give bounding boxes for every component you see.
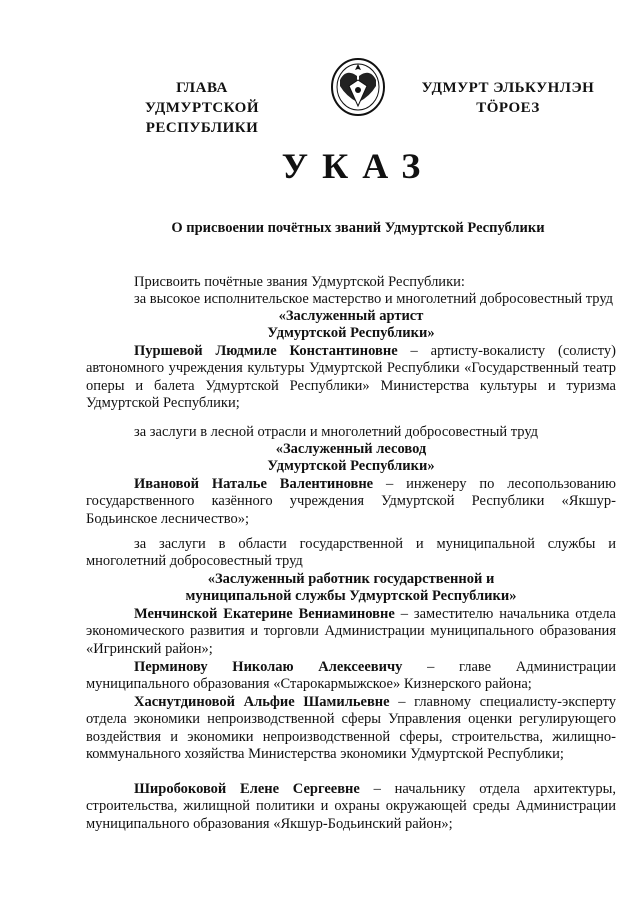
awardee-description: – инженеру по лесопользованию государственного казённого учреждения Удмуртской Республики «Якшур-Бодьинское лесничество»;	[86, 476, 616, 527]
awardee-description: – главе Администрации муниципального образования «Старокармыжское» Кизнерского района;	[86, 659, 616, 693]
intro-text: Присвоить почётные звания Удмуртской Республики:	[134, 274, 465, 290]
honor-title-line1: «Заслуженный работник государственной и	[207, 571, 495, 587]
awardee-name: Широбоковой Елене Сергеевне	[134, 781, 360, 797]
awardee-paragraph	[86, 476, 616, 528]
section-reason: за высокое исполнительское мастерство и многолетний добросовестный труд	[134, 291, 614, 307]
honor-title	[86, 441, 616, 476]
coat-of-arms-udmurtia-icon	[326, 56, 390, 118]
awardee-paragraph	[86, 606, 616, 658]
awardee-paragraph	[86, 659, 616, 694]
honor-title-line1: «Заслуженный артист	[278, 308, 424, 324]
honor-title-line2: Удмуртской Республики»	[267, 458, 435, 475]
issuer-title-line2: УДМУРТСКОЙ РЕСПУБЛИКИ	[145, 100, 259, 136]
honor-title	[86, 571, 616, 606]
section-reason: за заслуги в области государственной и муниципальной службы и многолетний добросовестный труд	[86, 536, 616, 570]
issuer-title-udmurt	[408, 78, 608, 118]
awardee-description: – заместителю начальника отдела экономического развития и торговли Администрации муниципального образования «Игринский район»;	[86, 606, 616, 657]
issuer-title-udmurt-line2: ТӦРОЕЗ	[476, 100, 540, 116]
honor-title-line2: муниципальной службы Удмуртской Республики»	[185, 588, 517, 605]
awardee-paragraph	[86, 781, 616, 833]
awardee-description: – начальнику отдела архитектуры, строительства, жилищной политики и охраны окружающей среды Администрации муниципального образования «Якшур-Бодьинский район»;	[86, 781, 617, 832]
issuer-title-line1: ГЛАВА	[176, 80, 228, 96]
awardee-paragraph	[86, 694, 616, 764]
issuer-title-udmurt-line1: УДМУРТ ЭЛЬКУНЛЭН	[421, 80, 595, 96]
awardee-paragraph	[86, 343, 616, 413]
honor-title-line1: «Заслуженный лесовод	[275, 441, 427, 457]
honor-title	[86, 308, 616, 343]
document-title: УКАЗ	[281, 146, 435, 186]
awardee-name: Пуршевой Людмиле Константиновне	[134, 343, 398, 359]
honor-title-line2: Удмуртской Республики»	[267, 325, 435, 342]
section-reason: за заслуги в лесной отрасли и многолетний добросовестный труд	[134, 424, 539, 440]
awardee-description: – артисту-вокалисту (солисту) автономного учреждения культуры Удмуртской Республики «Государственный театр оперы и балета Удмуртской Республики» Министерства культуры и туризма Удмуртской Республики;	[86, 343, 616, 412]
awardee-name: Перминову Николаю Алексеевичу	[134, 659, 403, 675]
awardee-description: – главному специалисту-эксперту отдела экономики непроизводственной сферы Управления оценки регулирующего воздействия и экономики непроизводственной сферы, строительства, жилищно-коммунального хозяйства Министерства экономики Удмуртской Республики;	[86, 694, 616, 763]
issuer-title-russian	[88, 78, 316, 138]
document-subtitle: О присвоении почётных званий Удмуртской Республики	[171, 220, 545, 236]
awardee-name: Менчинской Екатерине Вениаминовне	[134, 606, 395, 622]
awardee-name: Ивановой Наталье Валентиновне	[134, 476, 374, 492]
awardee-name: Хаснутдиновой Альфие Шамильевне	[134, 694, 390, 710]
